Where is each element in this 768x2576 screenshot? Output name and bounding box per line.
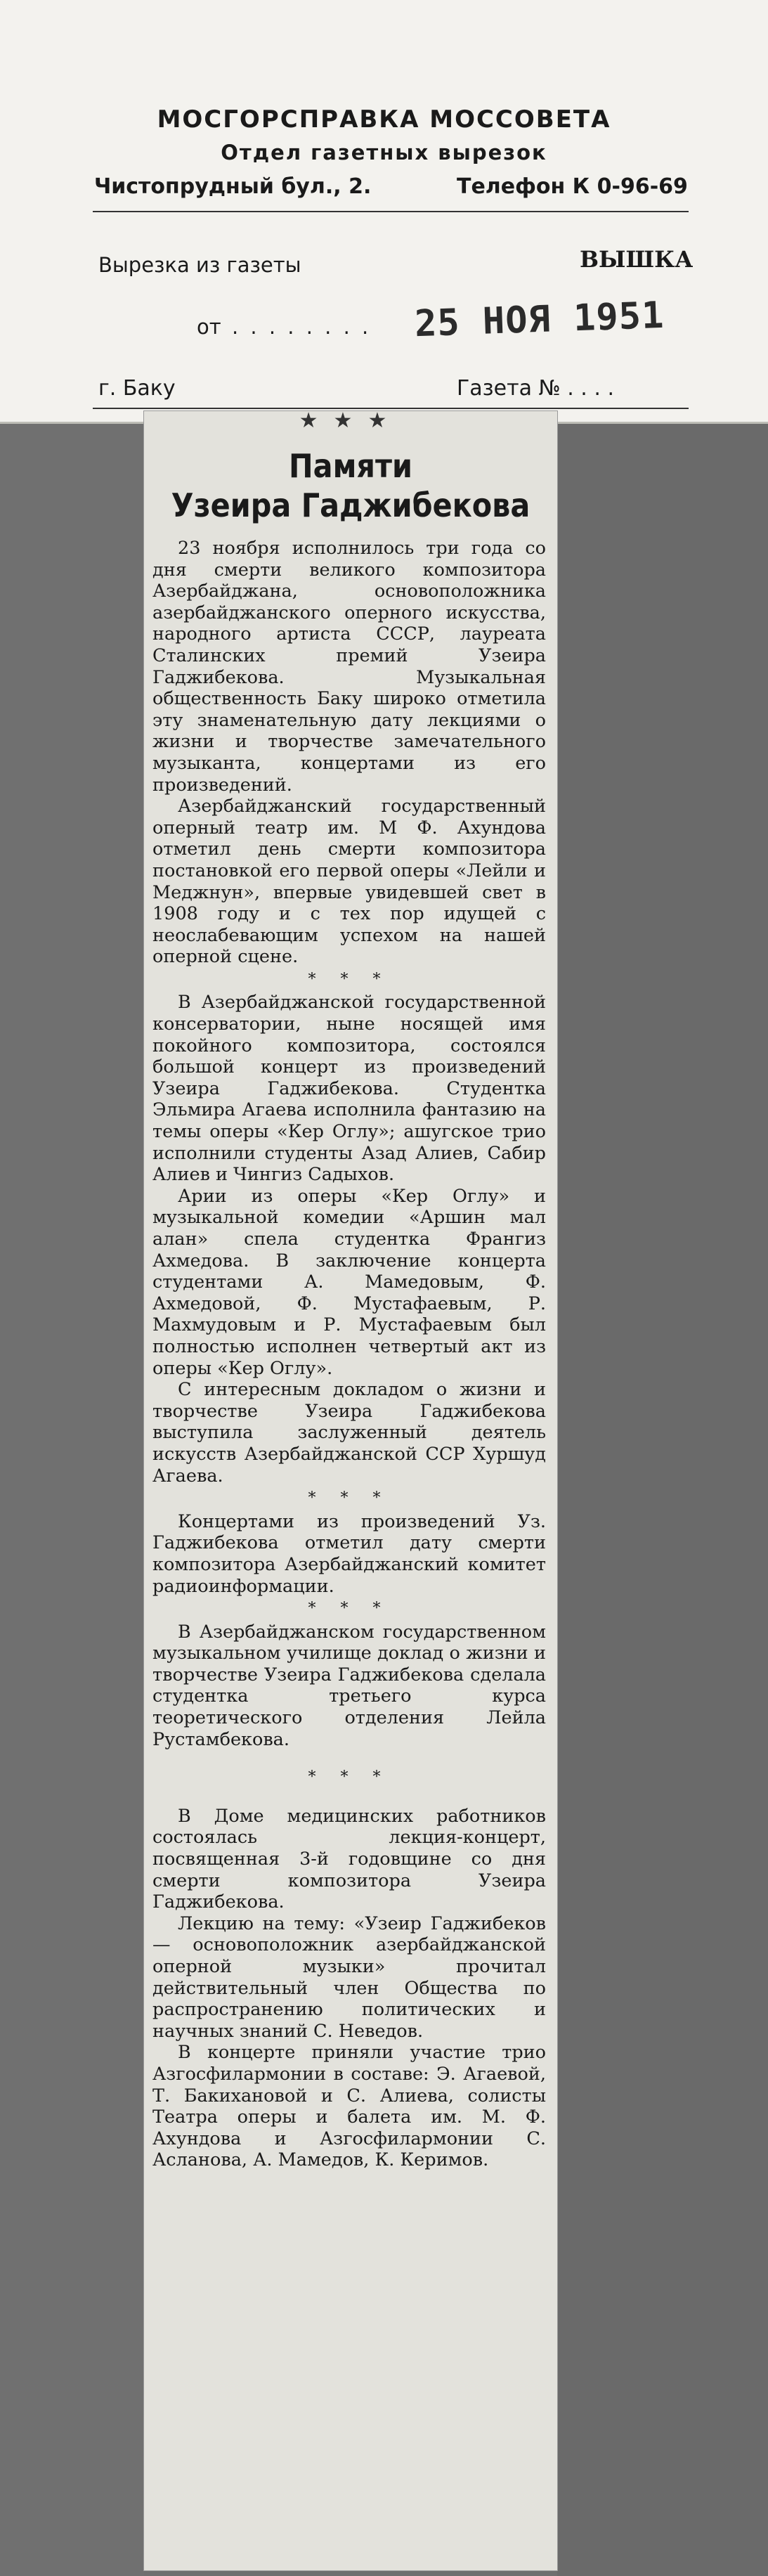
background-left [0,422,144,2576]
clipping-service-form [0,0,768,424]
headline-line: Узеира Гаджибекова [171,486,531,524]
spacer [152,1750,546,1766]
article-paragraph: С интересным докладом о жизни и творчестве Узеира Гаджибекова выступила заслуженный деятель искусств Азербайджанской ССР Хуршуд Агаева. [152,1379,546,1487]
form-subtitle: Отдел газетных вырезок [221,141,547,164]
form-title: МОСГОРСПРАВКА МОССОВЕТА [157,105,611,134]
article-paragraph: Азербайджанский государственный оперный театр им. М Ф. Ахундова отметил день смерти композитора постановкой его первой оперы «Лейли и Меджнун», впервые увидевшей свет в 1908 году и с тех пор идущей с неослабевающим успехом на нашей оперной сцене. [152,796,546,968]
decorative-stars: ★★★ [299,408,403,433]
background-right [557,422,768,2576]
newspaper-clipping [144,408,557,2570]
article-paragraph: В Доме медицинских работников состоялась лекция-концерт, посвященная 3-й годовщине со дня смерти композитора Узеира Гаджибекова. [152,1805,546,1913]
article-paragraph: Арии из оперы «Кер Оглу» и музыкальной комедии «Аршин мал алан» спела студентка Франгиз Ахмедова. В заключение концерта студентами А. Мамедовым, Ф. Ахмедовой, Ф. Мустафаевым, Р. Махмудовым и Р. Мустафаевым был полностью исполнен четвертый акт из оперы «Кер Оглу». [152,1185,546,1379]
from-dots: . . . . . . . . [232,315,372,339]
city: г. Баку [98,376,176,401]
headline-line: Памяти [288,447,413,485]
section-separator: * * * [308,1768,391,1787]
form-address: Чистопрудный бул., 2. [94,174,372,199]
spacer [152,1790,546,1806]
divider [93,211,689,212]
gazeta-number: Газета № . . . . [457,376,614,401]
section-separator: * * * [308,970,391,988]
clip-label: Вырезка из газеты [98,253,301,277]
from-label: от [197,315,221,339]
article-headline [164,446,536,525]
article-paragraph: 23 ноября исполнилось три года со дня смерти великого композитора Азербайджана, основоположника азербайджанского оперного искусства, народного артиста СССР, лауреата Сталинских премий Узеира Гаджибекова. Музыкальная общественность Баку широко отметила эту знаменательную дату лекциями о жизни и творчестве замечательного музыканта, концертами из его произведений. [152,538,546,796]
article-paragraph: В Азербайджанской государственной консерватории, ныне носящей имя покойного композитора, состоялся большой концерт из произведений Узеира Гаджибекова. Студентка Эльмира Агаева исполнила фантазию на темы оперы «Кер Оглу»; ашугское трио исполнили студенты Азад Алиев, Сабир Алиев и Чингиз Садыхов. [152,992,546,1186]
date-stamp: 25 НОЯ 1951 [414,294,665,346]
form-phone: Телефон К 0-96-69 [457,174,688,199]
newspaper-name: ВЫШКА [580,246,694,273]
section-separator: * * * [308,1489,391,1508]
article-paragraph: В Азербайджанском государственном музыкальном училище доклад о жизни и творчестве Узеира Гаджибекова сделала студентка третьего курса теоретического отделения Лейла Рустамбекова. [152,1621,546,1750]
article-paragraph: Лекцию на тему: «Узеир Гаджибеков — основоположник азербайджанской оперной музыки» прочитал действительный член Общества по распространению политических и научных знаний С. Неведов. [152,1912,546,2042]
section-separator: * * * [308,1600,391,1618]
article-paragraph: В концерте приняли участие трио Азгосфилармонии в составе: Э. Агаевой, Т. Бакихановой и С. Алиева, солисты Театра оперы и балета им. М. Ф. Ахундова и Азгосфилармонии С. Асланова, А. Мамедов, К. Керимов. [152,2042,546,2171]
article-paragraph: Концертами из произведений Уз. Гаджибекова отметил дату смерти композитора Азербайджанский комитет радиоинформации. [152,1510,546,1597]
article-body [152,538,546,2171]
